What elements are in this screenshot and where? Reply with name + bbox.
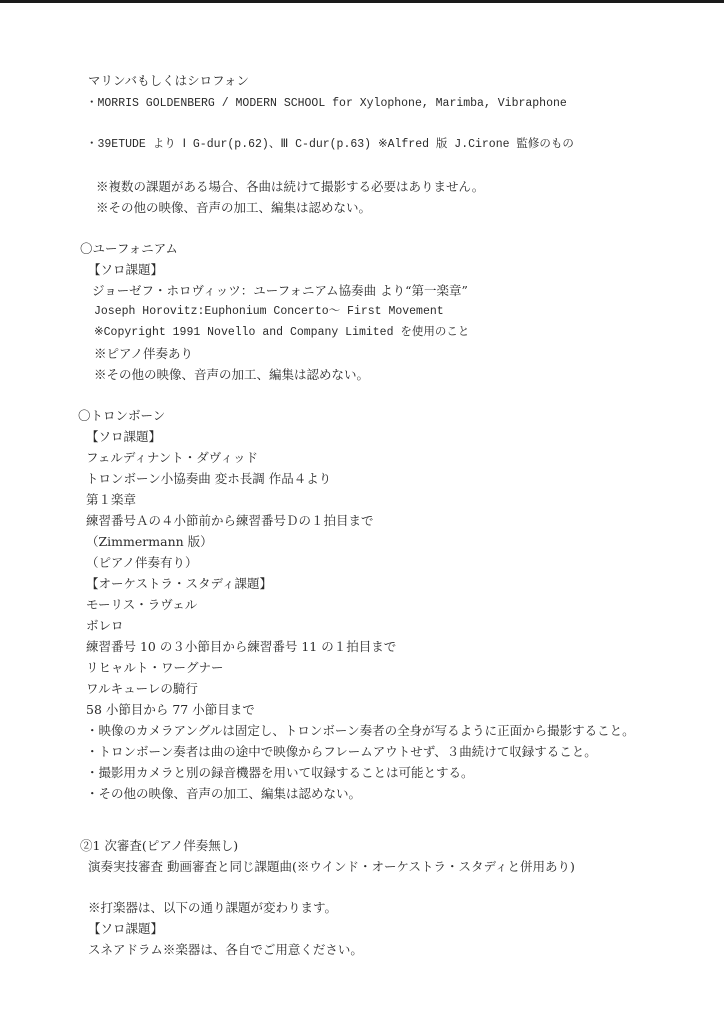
scan-top-edge [0,0,724,3]
trombone-orch-work-valkyrie: ワルキューレの騎行 [86,681,198,696]
euphonium-work-en: Joseph Horovitz:Euphonium Concerto～ First Movement [94,305,444,318]
percussion-item-goldenberg: ・MORRIS GOLDENBERG / MODERN SCHOOL for Xylophone, Marimba, Vibraphone [86,97,567,110]
trombone-orch-range-valkyrie: 58 小節目から 77 小節目まで [86,702,255,717]
trombone-orch-range-bolero: 練習番号 10 の３小節目から練習番号 11 の１拍目まで [86,639,397,654]
trombone-orchestra-label: 【オーケストラ・スタディ課題】 [86,576,273,591]
euphonium-heading: 〇ユーフォニアム [80,241,178,256]
trombone-rule-frame: ・トロンボーン奏者は曲の途中で映像からフレームアウトせず、３曲続けて収録すること。 [86,744,597,759]
trombone-orch-composer-wagner: リヒャルト・ワーグナー [86,660,224,675]
percussion-note-multiple: ※複数の課題がある場合、各曲は続けて撮影する必要はありません。 [96,179,485,194]
trombone-rule-recorder: ・撮影用カメラと別の録音機器を用いて収録することは可能とする。 [86,765,474,780]
first-screening-snare-drum: スネアドラム※楽器は、各自でご用意ください。 [88,942,363,957]
first-screening-solo-label: 【ソロ課題】 [88,921,164,936]
trombone-solo-label: 【ソロ課題】 [86,429,162,444]
trombone-work: トロンボーン小協奏曲 変ホ長調 作品４より [86,471,332,486]
euphonium-piano-note: ※ピアノ伴奏あり [94,346,194,361]
euphonium-copyright: ※Copyright 1991 Novello and Company Limited を使用のこと [94,326,470,339]
percussion-heading: マリンバもしくはシロフォン [88,73,250,88]
trombone-piano: （ピアノ伴奏有り） [86,555,198,570]
trombone-heading: 〇トロンボーン [78,408,166,423]
euphonium-work-jp: ジョーゼフ・ホロヴィッツ：ユーフォニアム協奏曲 より“第一楽章” [92,283,468,298]
trombone-orch-composer-ravel: モーリス・ラヴェル [86,597,198,612]
first-screening-percussion-note: ※打楽器は、以下の通り課題が変わります。 [88,900,338,915]
first-screening-description: 演奏実技審査 動画審査と同じ課題曲(※ウインド・オーケストラ・スタディと併用あり) [88,859,575,874]
euphonium-editing-note: ※その他の映像、音声の加工、編集は認めない。 [94,367,370,382]
trombone-movement: 第１楽章 [86,492,137,507]
trombone-composer: フェルディナント・ダヴィッド [86,450,259,465]
first-screening-heading: ②1 次審査(ピアノ伴奏無し) [80,838,239,853]
trombone-rule-camera: ・映像のカメラアングルは固定し、トロンボーン奏者の全身が写るように正面から撮影すること。 [86,723,635,738]
trombone-range: 練習番号Ａの４小節前から練習番号Ｄの１拍目まで [86,513,374,528]
trombone-orch-work-bolero: ボレロ [86,618,124,633]
trombone-edition: （Zimmermann 版） [86,534,213,549]
percussion-note-editing: ※その他の映像、音声の加工、編集は認めない。 [96,200,372,215]
percussion-item-etude: ・39ETUDE より Ⅰ G-dur(p.62)、Ⅲ C-dur(p.63) ※Alfred 版 J.Cirone 監修のもの [86,138,574,151]
euphonium-solo-label: 【ソロ課題】 [88,262,164,277]
trombone-rule-editing: ・その他の映像、音声の加工、編集は認めない。 [86,786,362,801]
